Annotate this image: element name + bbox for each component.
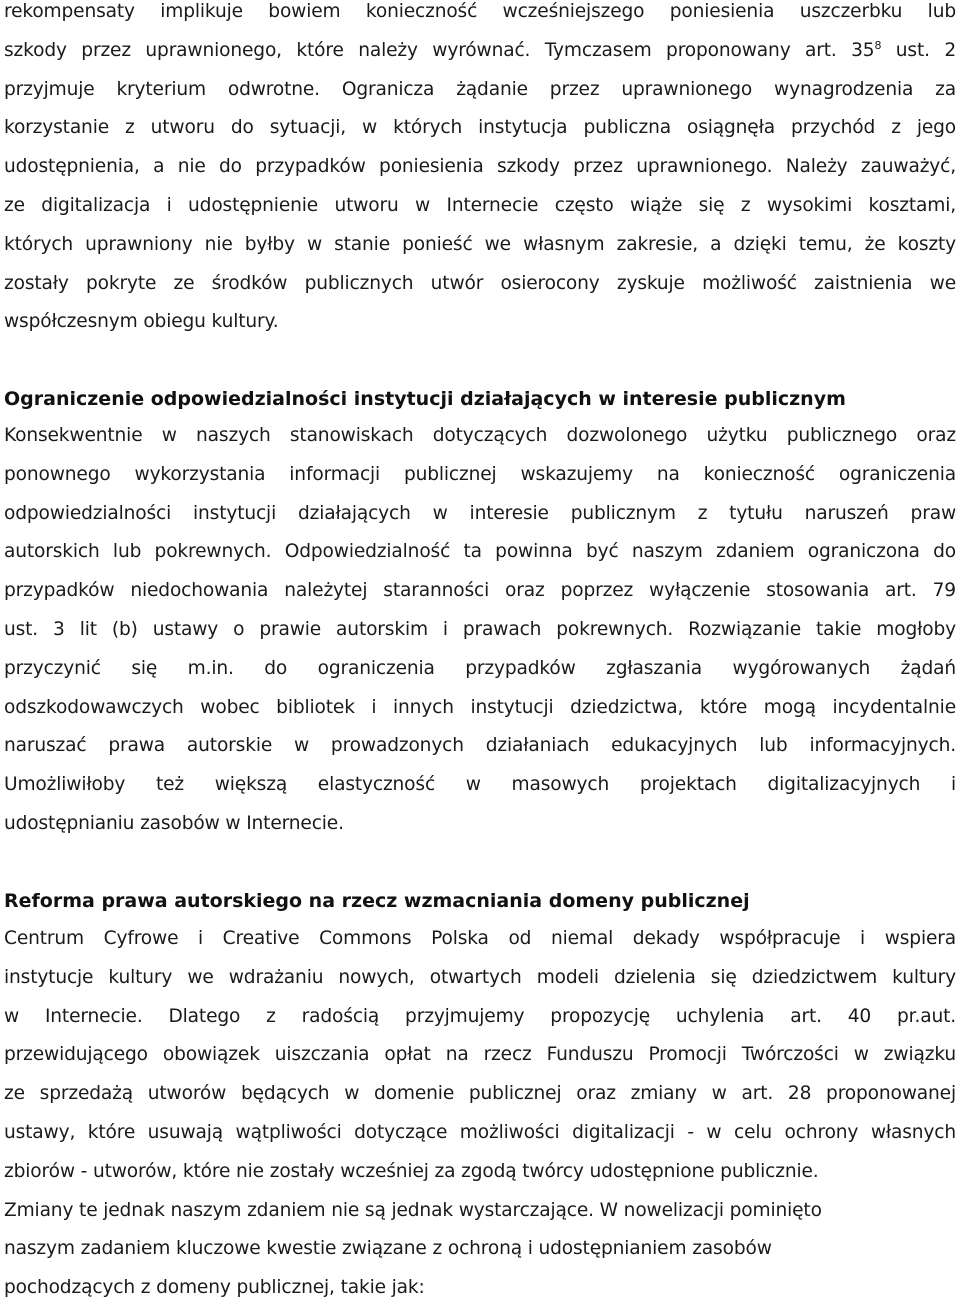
text-line-part: szkody przez uprawnionego, które należy wyrównać. Tymczasem proponowany art. 35 [4, 39, 875, 61]
text-line: naruszać prawa autorskie w prowadzonych działaniach edukacyjnych lub informacyjnych. [4, 735, 956, 757]
text-line: przewidującego obowiązek uiszczania opłat na rzecz Funduszu Promocji Twórczości w związku [4, 1044, 956, 1066]
paragraph-remuneration [4, 0, 956, 342]
text-line: rekompensaty implikuje bowiem konieczność wcześniejszego poniesienia uszczerbku lub [4, 1, 956, 22]
footnote-mark[interactable]: 8 [874, 38, 882, 52]
text-line: odszkodowawczych wobec bibliotek i innych instytucji dziedzictwa, które mogą incydentalnie [4, 696, 956, 718]
text-line: korzystanie z utworu do sytuacji, w których instytucja publiczna osiągnęła przychód z jego [4, 117, 956, 139]
text-line [4, 32, 956, 71]
text-line: współczesnym obiegu kultury. [4, 311, 279, 333]
text-line: których uprawniony nie byłby w stanie ponieść we własnym zakresie, a dzięki temu, że koszty [4, 233, 956, 255]
text-line: zbiorów - utworów, które nie zostały wcześniej za zgodą twórcy udostępnione publicznie. [4, 1160, 819, 1182]
paragraph-liability [4, 417, 956, 844]
text-line: przyczynić się m.in. do ograniczenia przypadków zgłaszania wygórowanych żądań [4, 657, 956, 679]
text-line: Zmiany te jednak naszym zdaniem nie są jednak wystarczające. W nowelizacji pominięto [4, 1199, 822, 1221]
text-line: zostały pokryte ze środków publicznych utwór osierocony zyskuje możliwość zaistnienia we [4, 272, 956, 294]
text-line-part: ust. 2 [881, 39, 956, 61]
text-line: pochodzących z domeny publicznej, takie jak: [4, 1277, 425, 1299]
text-line: ust. 3 lit (b) ustawy o prawie autorskim i prawach pokrewnych. Rozwiązanie takie mogłoby [4, 618, 956, 640]
text-line: ustawy, które usuwają wątpliwości dotyczące możliwości digitalizacji - w celu ochrony własnych [4, 1121, 956, 1143]
text-line: autorskich lub pokrewnych. Odpowiedzialność ta powinna być naszym zdaniem ograniczona do [4, 541, 956, 563]
text-line: przypadków niedochowania należytej staranności oraz poprzez wyłączenie stosowania art. 79 [4, 580, 956, 602]
text-line: przyjmuje kryterium odwrotne. Ogranicza żądanie przez uprawnionego wynagrodzenia za [4, 78, 956, 100]
text-line: Konsekwentnie w naszych stanowiskach dotyczących dozwolonego użytku publicznego oraz [4, 425, 956, 446]
text-line: instytucje kultury we wdrażaniu nowych, otwartych modeli dzielenia się dziedzictwem kultury [4, 966, 956, 988]
text-line: udostępnianiu zasobów w Internecie. [4, 812, 344, 834]
text-line: naszym zadaniem kluczowe kwestie związane z ochroną i udostępnianiem zasobów [4, 1238, 772, 1260]
section-heading-liability: Ograniczenie odpowiedzialności instytucji działających w interesie publicznym [4, 388, 846, 410]
text-line: ponownego wykorzystania informacji publicznej wskazujemy na konieczność ograniczenia [4, 463, 956, 485]
text-line: odpowiedzialności instytucji działających w interesie publicznym z tytułu naruszeń praw [4, 502, 956, 524]
text-line: Umożliwiłoby też większą elastyczność w masowych projektach digitalizacyjnych i [4, 774, 956, 796]
text-line: w Internecie. Dlatego z radością przyjmujemy propozycję uchylenia art. 40 pr.aut. [4, 1005, 956, 1027]
text-line: ze sprzedażą utworów będących w domenie publicznej oraz zmiany w art. 28 proponowanej [4, 1083, 956, 1105]
text-line: udostępnienia, a nie do przypadków poniesienia szkody przez uprawnionego. Należy zauważyć, [4, 156, 956, 178]
section-heading-public-domain: Reforma prawa autorskiego na rzecz wzmacniania domeny publicznej [4, 890, 750, 912]
text-line: Centrum Cyfrowe i Creative Commons Polska od niemal dekady współpracuje i wspiera [4, 928, 956, 949]
text-line: ze digitalizacja i udostępnienie utworu w Internecie często wiąże się z wysokimi kosztami, [4, 194, 956, 216]
paragraph-public-domain [4, 920, 956, 1308]
